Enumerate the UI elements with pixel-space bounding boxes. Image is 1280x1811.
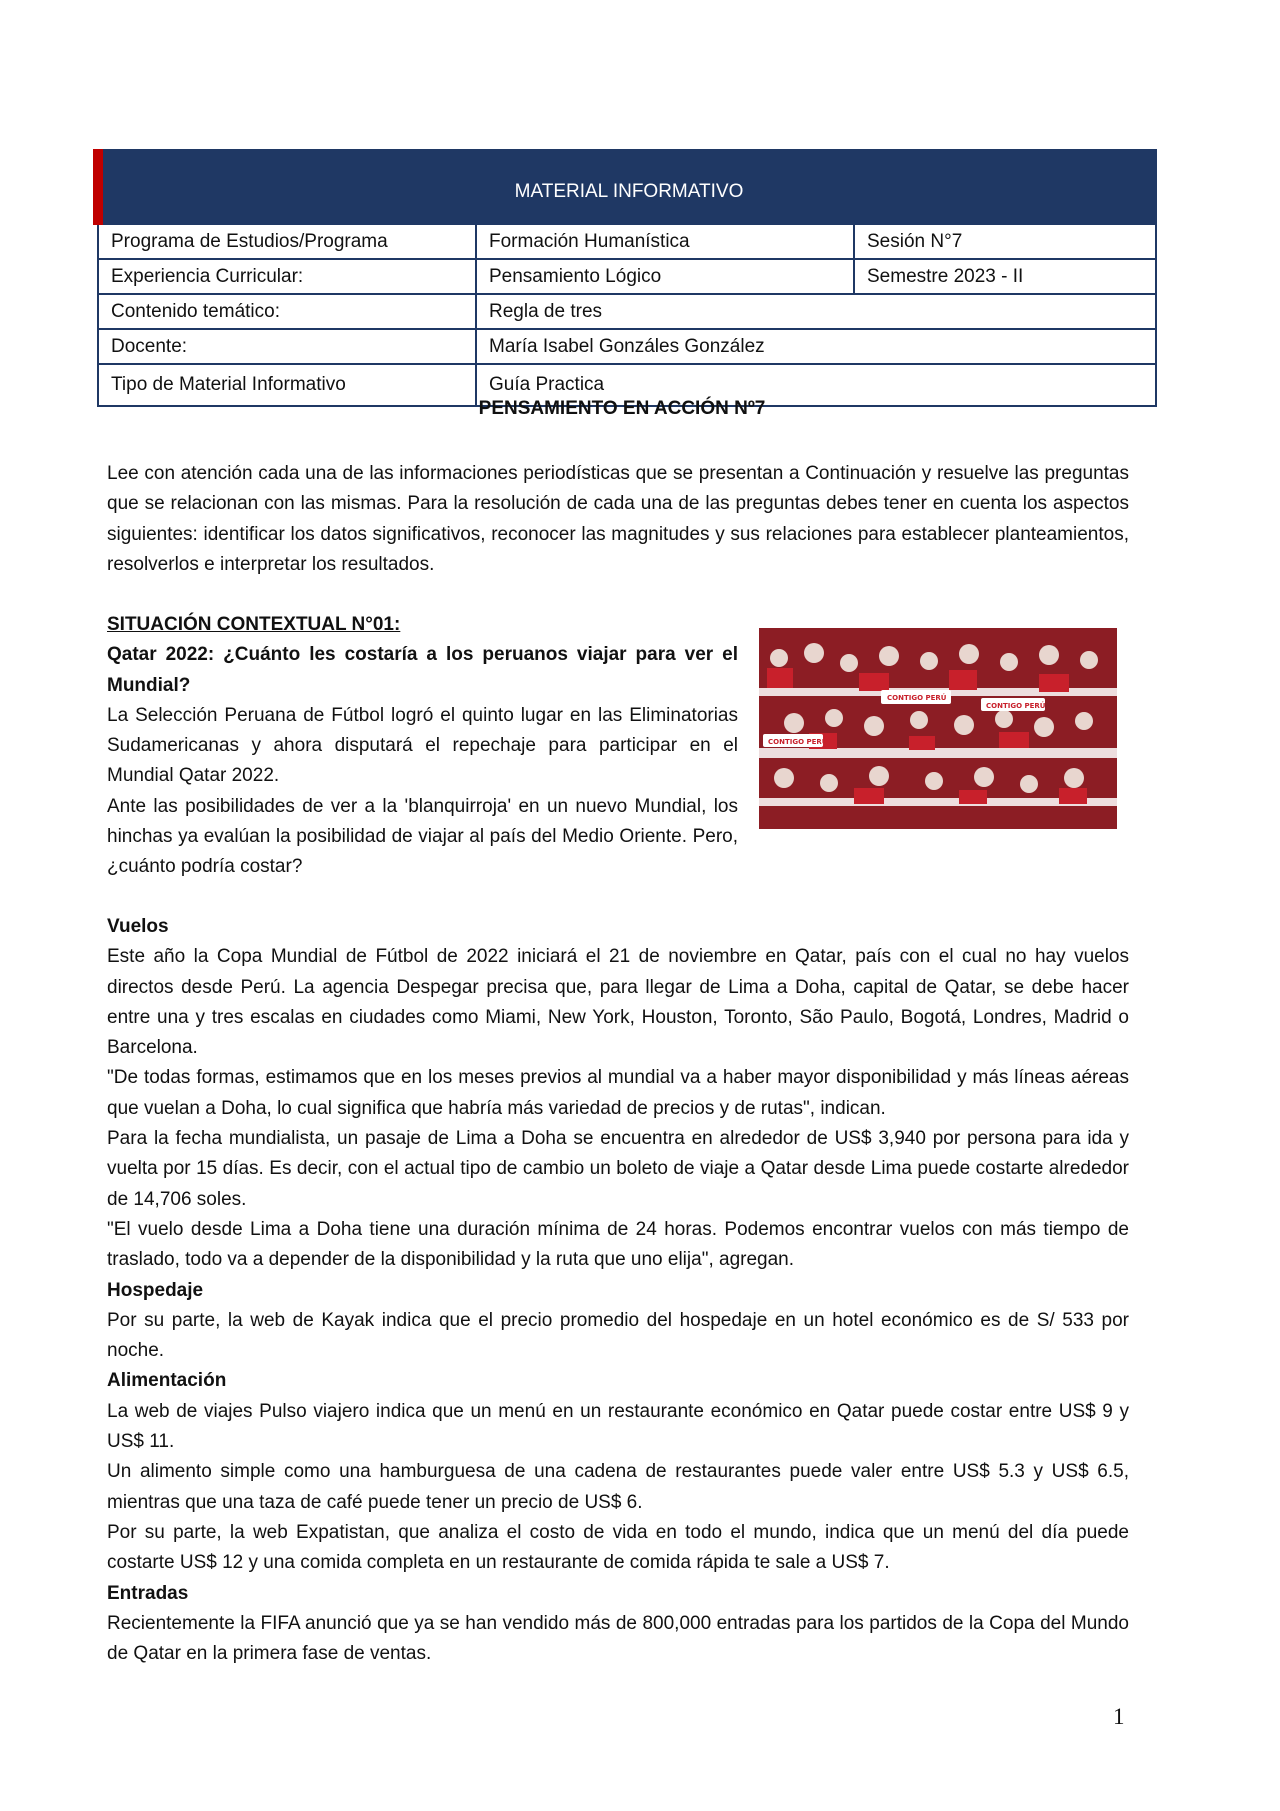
vuelos-block: [107, 912, 1129, 1669]
alimentacion-heading: Alimentación: [107, 1370, 227, 1392]
vuelos-heading: Vuelos: [107, 916, 169, 937]
entradas-heading: Entradas: [107, 1582, 189, 1604]
course-label: Experiencia Curricular:: [98, 259, 476, 294]
table-title: MATERIAL INFORMATIVO: [98, 150, 1156, 224]
hospedaje-paragraph: Por su parte, la web de Kayak indica que el precio promedio del hospedaje en un hotel económico es de S/ 533 por noche.: [107, 1309, 1129, 1362]
situation-heading: SITUACIÓN CONTEXTUAL N°01:: [107, 614, 401, 635]
fans-photo-illustration: [759, 628, 1117, 829]
situation-paragraph-1: La Selección Peruana de Fútbol logró el quinto lugar en las Eliminatorias Sudamericanas y ahora disputará el repechaje para participar en el Mundial Qatar 2022.: [107, 704, 738, 787]
teacher-value: María Isabel Gonzáles González: [476, 329, 1156, 364]
vuelos-paragraph-4: "El vuelo desde Lima a Doha tiene una duración mínima de 24 horas. Podemos encontrar vuelos con más tiempo de traslado, todo va a depender de la disponibilidad y la ruta que uno elija", agregan.: [107, 1218, 1129, 1271]
banner-text-3: CONTIGO PERÚ: [768, 738, 828, 746]
page-number: 1: [1113, 1704, 1125, 1729]
intro-block: [107, 459, 1129, 580]
hospedaje-heading: Hospedaje: [107, 1279, 204, 1301]
material-type-label: Tipo de Material Informativo: [98, 364, 476, 406]
info-table: [93, 149, 1157, 407]
banner-text-1: CONTIGO PERÚ: [887, 694, 947, 702]
topic-value: Regla de tres: [476, 294, 1156, 329]
teacher-label: Docente:: [98, 329, 476, 364]
banner-text-2: CONTIGO PERÚ: [986, 702, 1046, 710]
vuelos-paragraph-1: Este año la Copa Mundial de Fútbol de 2022 iniciará el 21 de noviembre en Qatar, país con el cual no hay vuelos directos desde Perú. La agencia Despegar precisa que, para llegar de Lima a Doha, capital de Qatar, se debe hacer entre una y tres escalas en ciudades como Miami, New York, Houston, Toronto, São Paulo, Bogotá, Londres, Madrid o Barcelona.: [107, 946, 1129, 1059]
alimentacion-paragraph-3: Por su parte, la web Expatistan, que analiza el costo de vida en todo el mundo, indica que un menú del día puede costarte US$ 12 y una comida completa en un restaurante de comida rápida te sale a US$ 7.: [107, 1521, 1129, 1574]
semester-value: Semestre 2023 - II: [854, 259, 1156, 294]
material-type-value: Guía Practica: [476, 364, 1156, 406]
vuelos-paragraph-2: "De todas formas, estimamos que en los meses previos al mundial va a haber mayor disponibilidad y más líneas aéreas que vuelan a Doha, lo cual significa que habría más variedad de precios y de rutas", indican.: [107, 1067, 1129, 1119]
alimentacion-paragraph-1: La web de viajes Pulso viajero indica que un menú en un restaurante económico en Qatar puede costar entre US$ 9 y US$ 11.: [107, 1400, 1129, 1453]
topic-label: Contenido temático:: [98, 294, 476, 329]
program-value: Formación Humanística: [476, 224, 854, 259]
entradas-paragraph: Recientemente la FIFA anunció que ya se han vendido más de 800,000 entradas para los partidos de la Copa del Mundo de Qatar en la primera fase de ventas.: [107, 1612, 1129, 1665]
session-value: Sesión N°7: [854, 224, 1156, 259]
course-value: Pensamiento Lógico: [476, 259, 854, 294]
intro-paragraph: Lee con atención cada una de las informaciones periodísticas que se presentan a Continuación y resuelve las preguntas que se relacionan con las mismas. Para la resolución de cada una de las preguntas debes tener en cuenta los aspectos siguientes: identificar los datos significativos, reconocer las magnitudes y sus relaciones para establecer planteamientos, resolverlos e interpretar los resultados.: [107, 463, 1129, 575]
situation-paragraph-2: Ante las posibilidades de ver a la 'blanquirroja' en un nuevo Mundial, los hinchas ya evalúan la posibilidad de viajar al país del Medio Oriente. Pero, ¿cuánto podría costar?: [107, 795, 738, 878]
program-label: Programa de Estudios/Programa: [98, 224, 476, 259]
alimentacion-paragraph-2: Un alimento simple como una hamburguesa de una cadena de restaurantes puede valer entre US$ 5.3 y US$ 6.5, mientras que una taza de café puede tener un precio de US$ 6.: [107, 1461, 1129, 1513]
section-title: PENSAMIENTO EN ACCIÓN Nº7: [478, 398, 766, 419]
fans-photo: [759, 628, 1117, 829]
vuelos-paragraph-3: Para la fecha mundialista, un pasaje de Lima a Doha se encuentra en alrededor de US$ 3,940 por persona para ida y vuelta por 15 días. Es decir, con el actual tipo de cambio un boleto de viaje a Qatar desde Lima puede costarte alrededor de 14,706 soles.: [107, 1128, 1129, 1210]
situation-question: Qatar 2022: ¿Cuánto les costaría a los peruanos viajar para ver el Mundial?: [107, 644, 738, 696]
